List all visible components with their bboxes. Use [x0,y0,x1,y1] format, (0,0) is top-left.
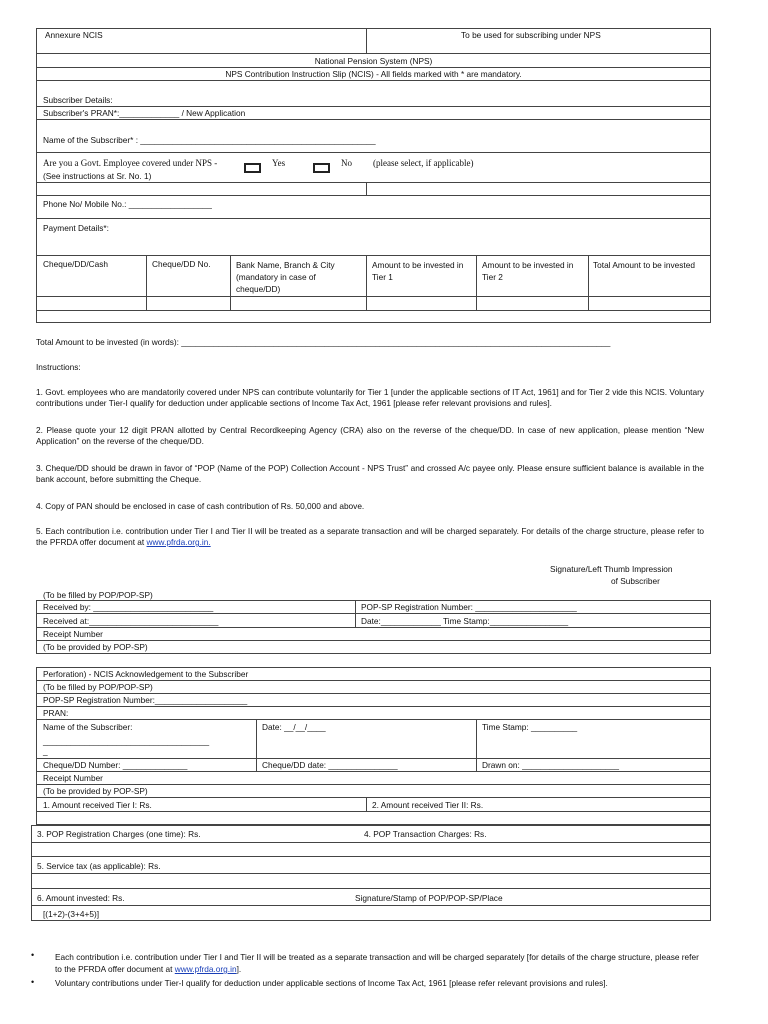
receipt-provided-by: (To be provided by POP-SP) [43,642,148,652]
date-time-field[interactable]: Date:_____________ Time Stamp:_________________ [361,616,569,626]
slip-title: NPS Contribution Instruction Slip (NCIS) - All fields marked with * are mandatory. [225,69,522,79]
received-at-field[interactable]: Received at:____________________________ [43,616,219,626]
ack-filled-by: (To be filled by POP/POP-SP) [43,682,153,692]
instructions-title: Instructions: [36,362,81,372]
select-note: (please select, if applicable) [373,158,474,168]
instruction-5 [36,526,704,548]
total-amount-words[interactable]: Total Amount to be invested (in words): _____________________________________________________________________________________________ [36,337,611,347]
footer-pfrda-link[interactable]: www.pfrda.org.in [174,964,237,974]
instruction-2: 2. Please quote your 12 digit PRAN allotted by Central Recordkeeping Agency (CRA) also on the reverse of the cheque/DD. In case of new application, please mention “New Application” on the reverse of the cheque/DD. [36,425,704,446]
col-cheque-dd-cash: Cheque/DD/Cash [43,259,109,269]
col-bank-name: Bank Name, Branch & City (mandatory in case of cheque/DD) [236,260,335,294]
phone-field[interactable]: Phone No/ Mobile No.: __________________ [43,199,212,209]
ack-title: Perforation) - NCIS Acknowledgement to the Subscriber [43,669,249,679]
ack-time-stamp-field[interactable]: Time Stamp: __________ [482,722,578,732]
no-label: No [341,158,352,168]
usage-note: To be used for subscribing under NPS [461,30,601,40]
ack-cheque-date-field[interactable]: Cheque/DD date: _______________ [262,760,398,770]
bullet-2-dot: • [31,977,35,987]
signature-line1: Signature/Left Thumb Impression [550,564,673,574]
pran-field[interactable]: Subscriber's PRAN*:_____________ / New Application [43,108,246,118]
pop-transaction-charges[interactable]: 4. POP Transaction Charges: Rs. [364,829,487,839]
instruction-5-text: 5. Each contribution i.e. contribution under Tier I and Tier II will be treated as a separate transaction and will be charged separately. For details of the charge structure, please refer to the PFRDA offer document at [36,526,704,547]
ack-name-tail: _ [43,746,48,756]
service-tax[interactable]: 5. Service tax (as applicable): Rs. [37,861,161,871]
ack-pran-field[interactable]: PRAN: [43,708,69,718]
ack-receipt-number: Receipt Number [43,773,103,783]
bullet-1-dot: • [31,950,35,960]
ack-date-field[interactable]: Date: __/__/____ [262,722,326,732]
subscriber-section-label: Subscriber Details: [43,95,113,105]
col-total-amount: Total Amount to be invested [593,260,695,270]
col-tier2-amount: Amount to be invested in Tier 2 [482,260,574,282]
system-name: National Pension System (NPS) [314,56,433,66]
signature-line2: of Subscriber [611,576,660,586]
instruction-4: 4. Copy of PAN should be enclosed in case of cash contribution of Rs. 50,000 and above. [36,501,365,511]
received-by-field[interactable]: Received by: __________________________ [43,602,214,612]
footer-bullet-1 [55,951,705,975]
ack-drawn-on-field[interactable]: Drawn on: _____________________ [482,760,620,770]
footer-bullet-1-end: ]. [236,964,242,974]
ack-name-line[interactable]: ____________________________________ [43,736,210,746]
ack-tier2-amount[interactable]: 2. Amount received Tier II: Rs. [372,800,484,810]
no-checkbox[interactable] [313,163,330,173]
instructions-reference: (See instructions at Sr. No. 1) [43,171,152,181]
pop-signature-stamp: Signature/Stamp of POP/POP-SP/Place [355,893,503,903]
amount-invested[interactable]: 6. Amount invested: Rs. [37,893,125,903]
govt-employee-question: Are you a Govt. Employee covered under NPS - [43,158,218,168]
pop-filled-by: (To be filled by POP/POP-SP) [43,590,153,600]
ack-cheque-no-field[interactable]: Cheque/DD Number: ______________ [43,760,188,770]
footer-bullet-2: Voluntary contributions under Tier-I qualify for deduction under applicable sections of Income Tax Act, 1961 [please refer relevant provisions and rules]. [55,978,608,988]
pop-reg-number-field[interactable]: POP-SP Registration Number: ______________________ [361,602,577,612]
instruction-1: 1. Govt. employees who are mandatorily covered under NPS can contribute voluntarily for Tier 1 [under the applicable sections of IT Act, 1961] and for Tier 2 vide this NCIS. Voluntary contributions under Tier-I qualify for deduction under applicable sections of Income Tax Act, 1961 [please refer relevant provisions and rules]. [36,387,704,408]
footer-bullet-1-text: Each contribution i.e. contribution under Tier I and Tier II will be treated as a separate transaction and will be charged separately [for details of the charge structure, please refer to the PFRDA offer document at [55,952,699,974]
ack-pop-reg-field[interactable]: POP-SP Registration Number:____________________ [43,695,248,705]
yes-checkbox[interactable] [244,163,261,173]
ack-tier1-amount[interactable]: 1. Amount received Tier I: Rs. [43,800,152,810]
amount-formula: [(1+2)-(3+4+5)] [43,909,100,919]
payment-details-label: Payment Details*: [43,223,109,233]
col-cheque-dd-no: Cheque/DD No. [152,259,211,269]
subscriber-name-field[interactable]: Name of the Subscriber* : ___________________________________________________ [43,135,376,145]
col-tier1-amount: Amount to be invested in Tier 1 [372,260,464,282]
annexure-label: Annexure NCIS [45,30,103,40]
ack-name-label: Name of the Subscriber: [43,722,133,732]
ack-provided-by: (To be provided by POP-SP) [43,786,148,796]
instruction-3: 3. Cheque/DD should be drawn in favor of “POP (Name of the POP) Collection Account - NPS Trust” and crossed A/c payee only. Please ensure sufficient balance is available in the bank account, before submitting the Cheque. [36,463,704,484]
pop-registration-charges[interactable]: 3. POP Registration Charges (one time): Rs. [37,829,201,839]
pfrda-link[interactable]: www.pfrda.org.in. [146,537,211,547]
yes-label: Yes [272,158,286,168]
receipt-number-label: Receipt Number [43,629,103,639]
